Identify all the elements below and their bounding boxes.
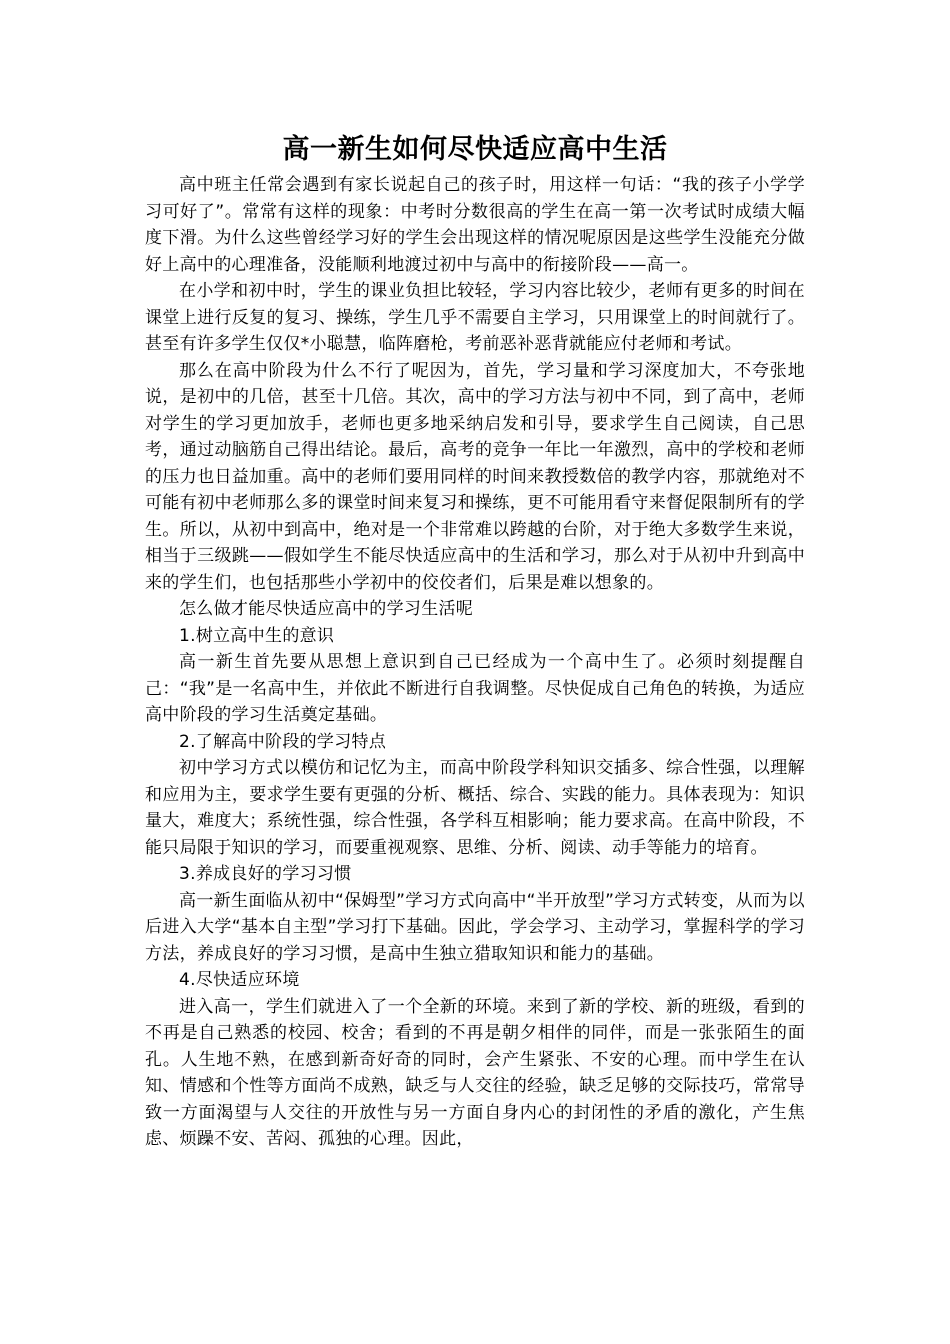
paragraph-primary-junior: 在小学和初中时，学生的课业负担比较轻，学习内容比较少，老师有更多的时间在课堂上进行反复的复习、操练，学生几乎不需要自主学习，只用课堂上的时间就行了。甚至有许多学生仅仅*小聪慧，临阵磨枪，考前恶补恶背就能应付老师和考试。 <box>145 281 805 354</box>
section-heading-4: 4.尽快适应环境 <box>179 970 300 990</box>
paragraph-section-3: 高一新生面临从初中“保姆型”学习方式向高中“半开放型”学习方式转变，从而为以后进入大学“基本自主型”学习打下基础。因此，学会学习、主动学习，掌握科学的学习方法，养成良好的学习习惯，是高中生独立猎取知识和能力的基础。 <box>145 890 805 964</box>
section-heading-2: 2.了解高中阶段的学习特点 <box>179 731 387 752</box>
document-title: 高一新生如何尽快适应高中生活 <box>282 134 668 165</box>
paragraph-section-1: 高一新生首先要从思想上意识到自己已经成为一个高中生了。必须时刻提醒自己：“我”是一名高中生，并依此不断进行自我调整。尽快促成自己角色的转换，为适应高中阶段的学习生活奠定基础。 <box>145 652 805 725</box>
section-heading-3: 3.养成良好的学习习惯 <box>179 864 352 884</box>
paragraph-section-4: 进入高一，学生们就进入了一个全新的环境。来到了新的学校、新的班级，看到的不再是自己熟悉的校园、校舍；看到的不再是朝夕相伴的同伴，而是一张张陌生的面孔。人生地不熟，在感到新奇好奇的同时，会产生紧张、不安的心理。而中学生在认知、情感和个性等方面尚不成熟，缺乏与人交往的经验，缺乏足够的交际技巧，常常导致一方面渴望与人交往的开放性与另一方面自身内心的封闭性的矛盾的激化，产生焦虑、烦躁不安、苦闷、孤独的心理。因此， <box>145 996 805 1149</box>
section-question: 怎么做才能尽快适应高中的学习生活呢 <box>179 599 474 619</box>
document-page <box>145 130 805 1153</box>
paragraph-section-2: 初中学习方式以模仿和记忆为主，而高中阶段学科知识交插多、综合性强，以理解和应用为主，要求学生要有更强的分析、概括、综合、实践的能力。具体表现为：知识量大，难度大；系统性强，综合性强，各学科互相影响；能力要求高。在高中阶段，不能只局限于知识的学习，而要重视观察、思维、分析、阅读、动手等能力的培育。 <box>145 758 805 858</box>
paragraph-high-school-reasons: 那么在高中阶段为什么不行了呢因为，首先，学习量和学习深度加大，不夸张地说，是初中的几倍，甚至十几倍。其次，高中的学习方法与初中不同，到了高中，老师对学生的学习更加放手，老师也更多地采纳启发和引导，要求学生自己阅读，自己思考，通过动脑筋自己得出结论。最后，高考的竞争一年比一年激烈，高中的学校和老师的压力也日益加重。高中的老师们要用同样的时间来教授数倍的教学内容，那就绝对不可能有初中老师那么多的课堂时间来复习和操练，更不可能用看守来督促限制所有的学生。所以，从初中到高中，绝对是一个非常难以跨越的台阶，对于绝大多数学生来说，相当于三级跳——假如学生不能尽快适应高中的生活和学习，那么对于从初中升到高中来的学生们，也包括那些小学初中的佼佼者们，后果是难以想象的。 <box>145 360 805 593</box>
section-heading-1: 1.树立高中生的意识 <box>179 625 335 646</box>
paragraph-intro: 高中班主任常会遇到有家长说起自己的孩子时，用这样一句话：“我的孩子小学学习可好了”。常常有这样的现象：中考时分数很高的学生在高一第一次考试时成绩大幅度下滑。为什么这些曾经学习好的学生会出现这样的情况呢原因是这些学生没能充分做好上高中的心理准备，没能顺利地渡过初中与高中的衔接阶段——高一。 <box>145 175 805 275</box>
